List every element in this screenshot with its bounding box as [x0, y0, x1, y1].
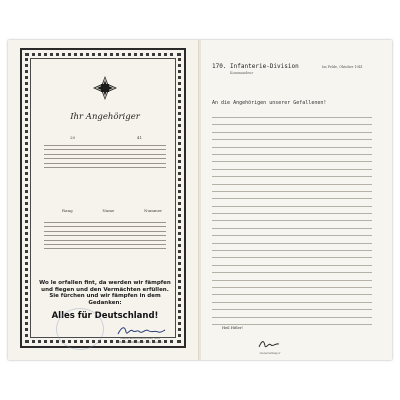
- closing-slogan: Alles für Deutschland!: [51, 311, 159, 321]
- signature-caption: Generalfeldmarschall und Oberbefehlshaber des Heeres: [117, 336, 163, 344]
- form-label-number: Nummer: [144, 208, 162, 213]
- soldier-form-line: [62, 208, 162, 213]
- letter-salutation: An die Angehörigen unserer Gefallenen!: [212, 100, 327, 106]
- date-suffix: 41: [136, 135, 142, 140]
- letter-closing: Heil Hitler!: [222, 326, 243, 330]
- letter-body-lines: [212, 117, 372, 331]
- division-subheader: Kommandeur: [230, 71, 254, 75]
- form-label-rank: Rang: [62, 208, 73, 213]
- date-prefix: 20: [70, 135, 76, 140]
- motto-text: Wo le orfallen fint, da werden wir fämpfen und fiegen und den Vermächten erfüllen. Sie fürchen und wir fämpfen in dem Gedanken:: [39, 280, 171, 306]
- faded-seal: [56, 308, 104, 350]
- form-label-name: Name: [102, 208, 115, 213]
- division-header: 170. Infanterie-Division: [212, 63, 299, 70]
- letter-date: Im Felde, Oktober 1941: [322, 65, 363, 69]
- commander-signature: [258, 338, 280, 350]
- page-heading: Ihr Angehöriger: [70, 112, 140, 122]
- iron-cross-icon: [91, 74, 119, 102]
- date-line: [70, 135, 142, 140]
- ornamental-border: [20, 48, 186, 348]
- body-text-lines: [44, 222, 166, 253]
- intro-text-lines: [44, 145, 166, 171]
- commander-caption: Generalmajor: [259, 351, 281, 355]
- left-page: [8, 40, 200, 360]
